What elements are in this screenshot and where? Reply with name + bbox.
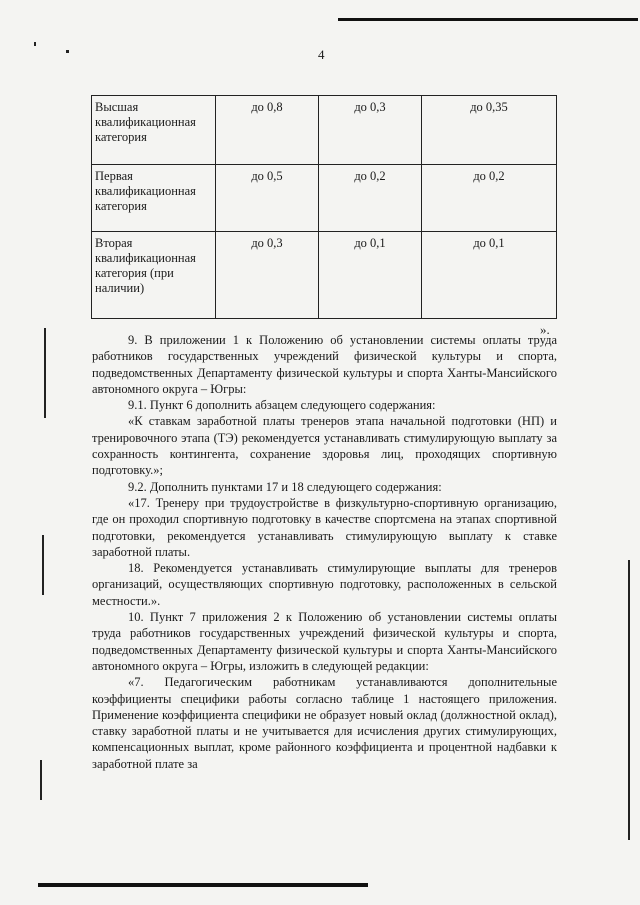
table-cell-value: до 0,3 (216, 232, 319, 319)
table-closing-quote: ». (540, 322, 550, 337)
page-number: 4 (318, 47, 325, 62)
paragraph: 18. Рекомендуется устанавливать стимулирующие выплаты для тренеров организаций, осуществляющих спортивную подготовку, расположенных в сельской местности.». (92, 561, 557, 608)
scan-mark-left (40, 760, 42, 800)
table-cell-value: до 0,3 (319, 96, 422, 165)
paragraph: 9.2. Дополнить пунктами 17 и 18 следующего содержания: (128, 479, 442, 494)
document-body (92, 332, 557, 772)
table-cell-category: Вторая квалификационная категория (при наличии) (92, 232, 216, 319)
table-cell-value: до 0,5 (216, 165, 319, 232)
paragraph: 9. В приложении 1 к Положению об установлении системы оплаты труда работников государственных учреждений физической культуры и спорта, подведомственных Департаменту физической культуры и спорта Ханты-Мансийского автономного округа – Югры: (92, 333, 557, 396)
paragraph: «К ставкам заработной платы тренеров этапа начальной подготовки (НП) и тренировочного этапа (ТЭ) рекомендуется устанавливать стимулирующую выплату за сохранность контингента, сохранение здоровья лиц, проходящих спортивную подготовку.»; (92, 414, 557, 478)
table-cell-value: до 0,8 (216, 96, 319, 165)
scan-mark-left (66, 50, 69, 53)
table-cell-category: Высшая квалификационная категория (92, 96, 216, 165)
scan-border-top (338, 18, 638, 21)
paragraph: «7. Педагогическим работникам устанавливаются дополнительные коэффициенты специфики работы согласно таблице 1 настоящего приложения. Применение коэффициента специфики не образует новый оклад (должностной оклад), ставку заработной платы и не учитывается для исчисления других стимулирующих, компенсационных выплат, кроме районного коэффициента и процентной надбавки к заработной плате за (92, 675, 557, 771)
table-row (92, 165, 557, 232)
paragraph: 9.1. Пункт 6 дополнить абзацем следующего содержания: (128, 398, 436, 413)
table-cell-value: до 0,2 (319, 165, 422, 232)
table-cell-value: до 0,2 (422, 165, 557, 232)
table-cell-value: до 0,1 (422, 232, 557, 319)
table-cell-value: до 0,35 (422, 96, 557, 165)
scan-mark-left (44, 328, 46, 418)
table-row (92, 232, 557, 319)
scan-border-bottom (38, 883, 368, 887)
table-cell-value: до 0,1 (319, 232, 422, 319)
scan-mark-left (42, 535, 44, 595)
coefficient-table (91, 95, 557, 319)
table-cell-category: Первая квалификационная категория (92, 165, 216, 232)
paragraph: «17. Тренеру при трудоустройстве в физкультурно-спортивную организацию, где он проходил спортивную подготовку в качестве спортсмена на этапах спортивной подготовки, рекомендуется устанавливать стимулирующую выплату к ставке заработной платы. (92, 495, 557, 559)
table-row (92, 96, 557, 165)
scan-mark-left (34, 42, 36, 46)
scan-edge-right (628, 560, 630, 840)
paragraph: 10. Пункт 7 приложения 2 к Положению об установлении системы оплаты труда работников государственных учреждений физической культуры и спорта, подведомственных Департаменту физической культуры и спорта Ханты-Мансийского автономного округа – Югры, изложить в следующей редакции: (92, 610, 557, 673)
